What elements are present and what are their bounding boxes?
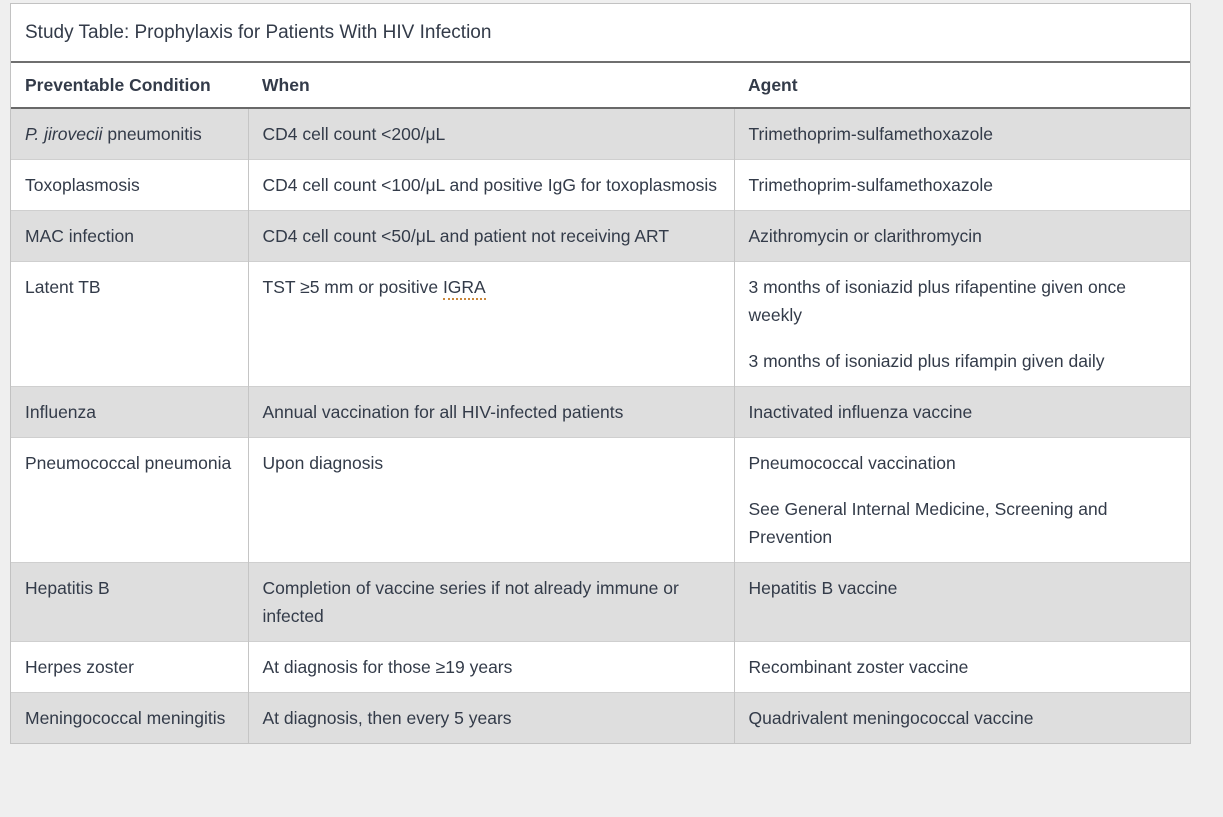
when-cell: Completion of vaccine series if not already immune or infected (248, 563, 734, 642)
condition-cell: MAC infection (11, 211, 248, 262)
agent-text: See General Internal Medicine, Screening and Prevention (748, 499, 1108, 547)
agent-cell (734, 108, 1190, 160)
glossary-term-igra[interactable]: IGRA (443, 277, 486, 300)
condition-cell: Herpes zoster (11, 642, 248, 693)
condition-cell (11, 108, 248, 160)
table-row (11, 262, 1190, 387)
agent-cell (734, 211, 1190, 262)
table-row (11, 693, 1190, 744)
condition-cell: Meningococcal meningitis (11, 693, 248, 744)
table-row (11, 387, 1190, 438)
agent-cell (734, 642, 1190, 693)
condition-cell: Latent TB (11, 262, 248, 387)
table-row (11, 438, 1190, 563)
table-row (11, 108, 1190, 160)
table-row (11, 160, 1190, 211)
when-cell: Upon diagnosis (248, 438, 734, 563)
condition-italic: P. jirovecii (25, 124, 103, 144)
condition-cell: Pneumococcal pneumonia (11, 438, 248, 563)
agent-text: Quadrivalent meningococcal vaccine (748, 708, 1034, 728)
agent-text: Trimethoprim-sulfamethoxazole (748, 175, 993, 195)
agent-cell (734, 563, 1190, 642)
when-cell: At diagnosis, then every 5 years (248, 693, 734, 744)
agent-cell (734, 387, 1190, 438)
when-cell: At diagnosis for those ≥19 years (248, 642, 734, 693)
header-row (11, 63, 1190, 108)
agent-text: 3 months of isoniazid plus rifampin given daily (748, 351, 1105, 371)
condition-text: pneumonitis (102, 124, 202, 144)
table-row (11, 211, 1190, 262)
when-text: TST ≥5 mm or positive (262, 277, 443, 297)
agent-text: Pneumococcal vaccination (748, 453, 956, 473)
condition-cell: Influenza (11, 387, 248, 438)
when-cell: CD4 cell count <100/μL and positive IgG for toxoplasmosis (248, 160, 734, 211)
column-header-agent: Agent (734, 63, 1190, 108)
agent-cell (734, 160, 1190, 211)
when-cell: Annual vaccination for all HIV-infected patients (248, 387, 734, 438)
when-cell (248, 262, 734, 387)
study-table-card (10, 3, 1191, 744)
when-cell: CD4 cell count <200/μL (248, 108, 734, 160)
agent-text: 3 months of isoniazid plus rifapentine given once weekly (748, 277, 1126, 325)
agent-cell (734, 438, 1190, 563)
column-header-when: When (248, 63, 734, 108)
agent-cell (734, 262, 1190, 387)
table-title: Study Table: Prophylaxis for Patients With HIV Infection (11, 4, 1190, 63)
agent-text: Inactivated influenza vaccine (748, 402, 973, 422)
agent-cell (734, 693, 1190, 744)
prophylaxis-table (11, 63, 1190, 743)
when-cell: CD4 cell count <50/μL and patient not receiving ART (248, 211, 734, 262)
column-header-preventable-condition: Preventable Condition (11, 63, 248, 108)
table-row (11, 642, 1190, 693)
agent-text: Trimethoprim-sulfamethoxazole (748, 124, 993, 144)
agent-text: Azithromycin or clarithromycin (748, 226, 982, 246)
condition-cell: Toxoplasmosis (11, 160, 248, 211)
agent-text: Hepatitis B vaccine (748, 578, 898, 598)
table-row (11, 563, 1190, 642)
agent-text: Recombinant zoster vaccine (748, 657, 969, 677)
condition-cell: Hepatitis B (11, 563, 248, 642)
